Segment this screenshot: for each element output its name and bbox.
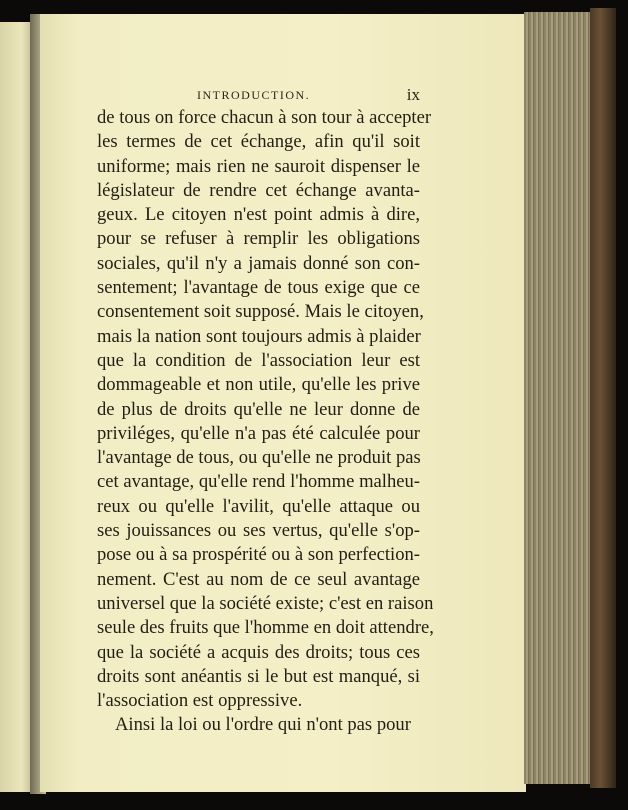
text-line: geux. Le citoyen n'est point admis à dire,: [97, 204, 420, 226]
text-line: seule des fruits que l'homme en doit attendre,: [97, 617, 434, 639]
text-line: mais la nation sont toujours admis à plaider: [97, 325, 421, 347]
text-line: que la société a acquis des droits; tous ces: [97, 641, 420, 663]
page-number: ix: [406, 85, 420, 104]
page-edges: [524, 12, 594, 784]
text-line: consentement soit supposé. Mais le citoyen,: [97, 301, 424, 323]
text-line: universel que la société existe; c'est en raison: [97, 592, 434, 614]
text-line: les termes de cet échange, afin qu'il soit: [97, 131, 420, 153]
text-line: ses jouissances ou ses vertus, qu'elle s'op-: [97, 520, 420, 542]
book-cover: [590, 8, 616, 788]
text-line: de tous on force chacun à son tour à accepter: [97, 107, 432, 128]
text-line: dommageable et non utile, qu'elle les prive: [97, 374, 420, 396]
text-line: l'avantage de tous, ou qu'elle ne produit pas: [97, 447, 421, 469]
body-text: [97, 106, 434, 738]
text-line: reux ou qu'elle l'avilit, qu'elle attaque ou: [97, 495, 420, 517]
text-line: cet avantage, qu'elle rend l'homme malheu-: [97, 471, 420, 493]
text-line: Ainsi la loi ou l'ordre qui n'ont pas pour: [115, 714, 411, 736]
text-line: nement. C'est au nom de ce seul avantage: [97, 568, 420, 590]
text-line: pose ou à sa prospérité ou à son perfection-: [97, 544, 420, 566]
text-line: sentement; l'avantage de tous exige que ce: [97, 277, 420, 299]
text-line: sociales, qu'il n'y a jamais donné son con-: [97, 252, 420, 274]
text-line: priviléges, qu'elle n'a pas été calculée pour: [97, 422, 420, 444]
text-line: de plus de droits qu'elle ne leur donne de: [97, 398, 420, 420]
text-line: que la condition de l'association leur est: [97, 349, 420, 371]
text-line: législateur de rendre cet échange avanta-: [97, 179, 420, 201]
text-line: pour se refuser à remplir les obligations: [97, 228, 420, 250]
running-title: INTRODUCTION.: [197, 88, 311, 102]
text-line: droits sont anéantis si le but est manqué, si: [97, 665, 420, 687]
text-line: l'association est oppressive.: [97, 690, 303, 712]
text-line: uniforme; mais rien ne sauroit dispenser le: [97, 155, 420, 177]
